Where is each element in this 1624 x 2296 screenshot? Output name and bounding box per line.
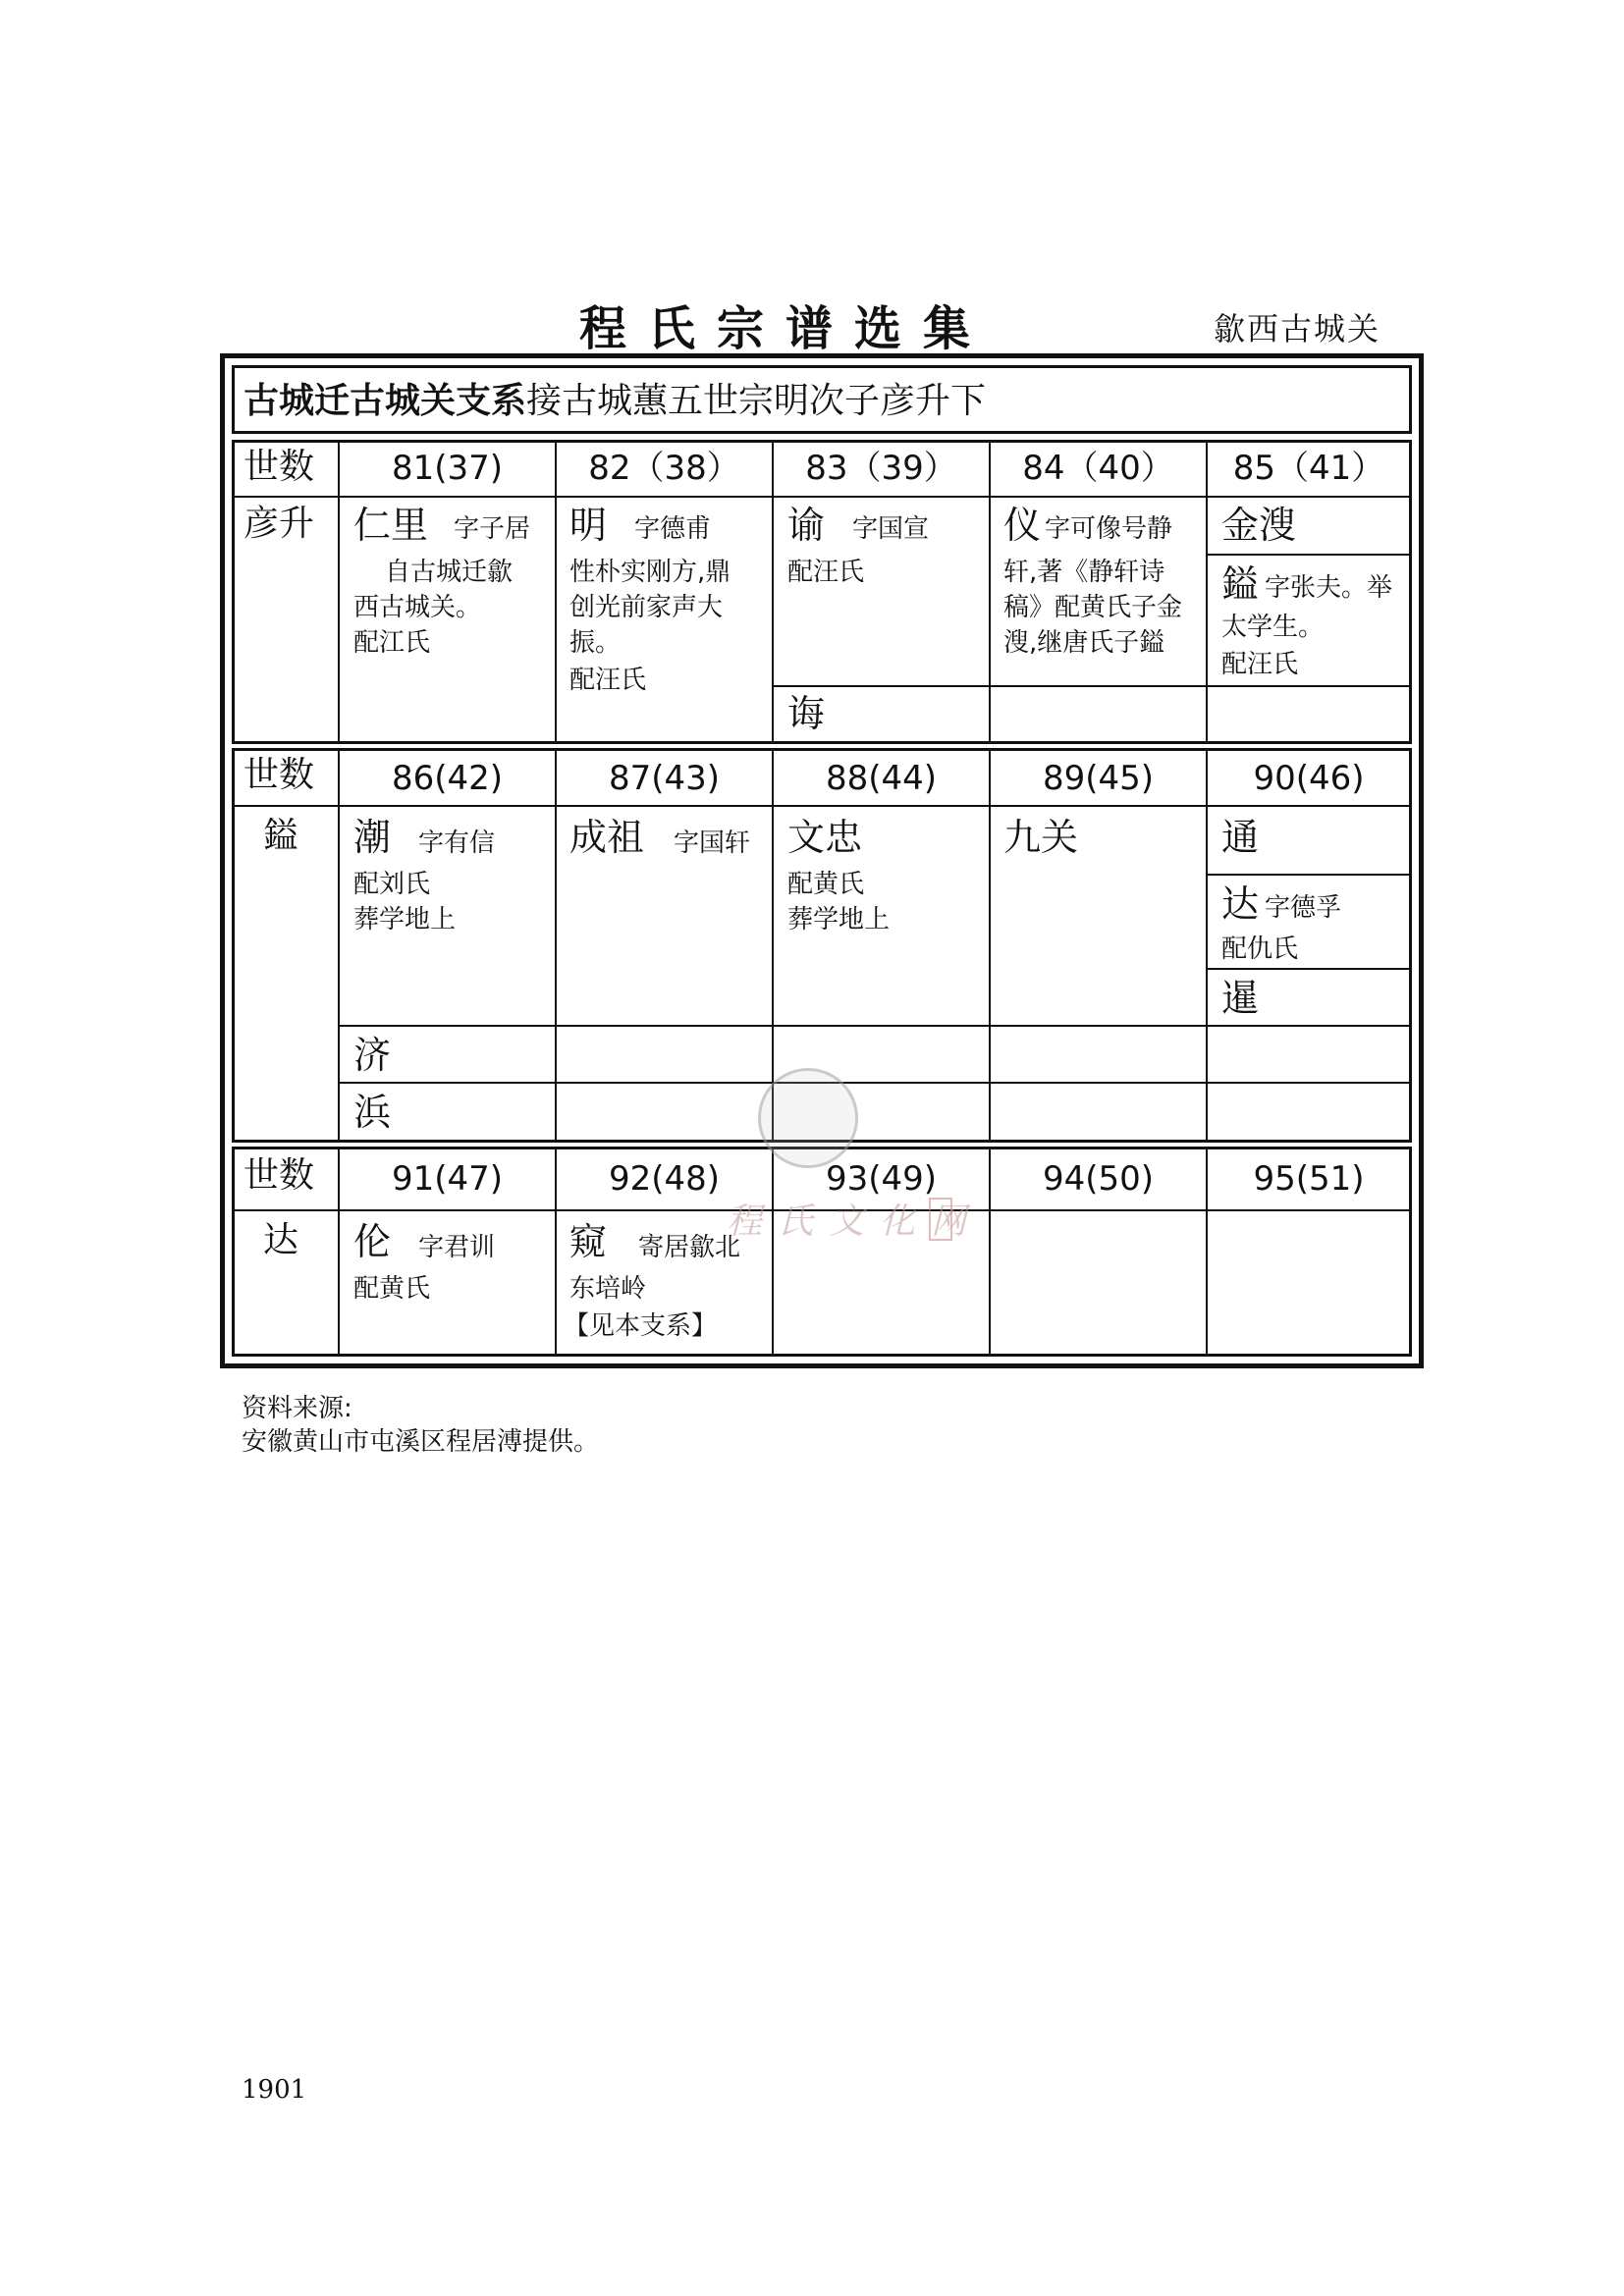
- branch-title: 古城迁古城关支系: [244, 380, 527, 421]
- generation-number: 92(48): [608, 1159, 721, 1199]
- section-1-header-line: [234, 496, 1410, 498]
- person-info: 太学生。: [1221, 613, 1325, 642]
- generation-number: 93(49): [825, 1159, 938, 1199]
- branch-description: 接古城蕙五世宗明次子彦升下: [526, 381, 987, 421]
- generation-number: 95(51): [1253, 1159, 1365, 1199]
- generation-number: 81(37): [391, 449, 504, 488]
- generation-number: 84（40）: [1022, 449, 1174, 488]
- person-info: 西古城关。: [353, 593, 482, 622]
- person-info: 字国宣: [852, 514, 930, 544]
- person-info: 字张夫。举: [1265, 573, 1393, 603]
- person-info: 葬学地上: [787, 905, 891, 934]
- generation-number: 90(46): [1253, 759, 1365, 798]
- page-number: 1901: [242, 2075, 307, 2105]
- person-info: 配汪氏: [787, 558, 865, 587]
- generation-number: 89(45): [1042, 759, 1155, 798]
- person-name: 鎰: [1221, 562, 1260, 606]
- person-info: 配黄氏: [787, 870, 865, 899]
- generation-label: 世数: [244, 755, 315, 795]
- ancestor-name: 达: [263, 1220, 299, 1260]
- ancestor-name: 鎰: [263, 816, 299, 856]
- person-info: 葬学地上: [353, 905, 457, 934]
- source-text: 安徽黄山市屯溪区程居溥提供。: [242, 1427, 600, 1457]
- person-info: 配江氏: [353, 628, 431, 658]
- generation-number: 87(43): [608, 759, 721, 798]
- section-1-col-line: [338, 442, 340, 742]
- person-name: 伦: [353, 1220, 392, 1263]
- person-name: 济: [353, 1034, 392, 1077]
- generation-label: 世数: [244, 1155, 315, 1196]
- person-info: 性朴实刚方,鼎: [569, 558, 731, 587]
- person-info: 创光前家声大: [569, 593, 724, 622]
- person-name: 成祖: [569, 816, 645, 859]
- person-info: 配汪氏: [1221, 650, 1299, 679]
- person-info: 稿》配黄氏子金: [1003, 593, 1183, 622]
- person-info: 振。: [569, 628, 622, 658]
- person-name: 通: [1221, 816, 1260, 859]
- person-info: 字可像号静: [1045, 514, 1173, 544]
- section-2-sub-line: [1206, 968, 1410, 970]
- section-1-sub-line: [989, 685, 1206, 687]
- person-name: 暹: [1221, 977, 1260, 1020]
- ancestor-name: 彦升: [244, 504, 315, 544]
- person-name: 浜: [353, 1091, 392, 1134]
- person-name: 达: [1221, 882, 1260, 926]
- person-name: 明: [569, 504, 608, 547]
- person-info: 溲,继唐氏子鎰: [1003, 628, 1165, 658]
- generation-number: 85（41）: [1232, 449, 1385, 488]
- person-info: 字国轩: [674, 828, 751, 858]
- person-name: 金溲: [1221, 504, 1297, 547]
- person-info: 【见本支系】: [564, 1311, 718, 1341]
- section-1-col-line: [555, 442, 557, 742]
- person-info: 字有信: [418, 828, 496, 858]
- person-name: 文忠: [787, 816, 863, 859]
- source-label: 资料来源:: [242, 1394, 352, 1423]
- section-1-col-line: [1206, 442, 1208, 742]
- section-2-row-line: [338, 1082, 1410, 1084]
- generation-number: 86(42): [391, 759, 504, 798]
- person-info: 自古城迁歙: [385, 558, 514, 587]
- section-1-sub-line: [772, 685, 989, 687]
- person-info: 字德孚: [1265, 893, 1342, 923]
- branch-heading: [244, 380, 987, 421]
- section-1-col-line: [772, 442, 774, 742]
- section-1-sub-line: [1206, 554, 1410, 556]
- watermark-stamp-icon: [929, 1198, 952, 1241]
- section-2-row-line: [338, 1025, 1410, 1027]
- generation-number: 83（39）: [805, 449, 957, 488]
- person-name: 仪: [1003, 504, 1042, 547]
- person-info: 寄居歙北: [638, 1233, 741, 1262]
- section-1-sub-line: [1206, 685, 1410, 687]
- person-name: 潮: [353, 816, 392, 859]
- person-name: 九关: [1003, 816, 1079, 859]
- person-name: 窥: [569, 1220, 608, 1263]
- generation-label: 世数: [244, 447, 315, 487]
- generation-number: 91(47): [391, 1159, 504, 1199]
- section-1-col-line: [989, 442, 991, 742]
- section-2-sub-line: [1206, 874, 1410, 876]
- person-info: 字君训: [418, 1233, 496, 1262]
- page-title: 程氏宗谱选集: [579, 301, 993, 356]
- person-info: 配汪氏: [569, 666, 647, 695]
- person-info: 东培岭: [569, 1274, 647, 1304]
- generation-number: 94(50): [1042, 1159, 1155, 1199]
- person-info: 配刘氏: [353, 870, 431, 899]
- person-name: 谕: [787, 504, 826, 547]
- section-2-header-line: [234, 805, 1410, 807]
- generation-number: 88(44): [825, 759, 938, 798]
- watermark-seal-icon: [758, 1068, 858, 1168]
- watermark-text: 程氏文化网: [727, 1201, 983, 1242]
- generation-number: 82（38）: [588, 449, 740, 488]
- person-name: 诲: [787, 692, 826, 735]
- person-info: 配仇氏: [1221, 934, 1299, 964]
- person-info: 字德甫: [634, 514, 712, 544]
- person-info: 字子居: [454, 514, 531, 544]
- region-label: 歙西古城关: [1214, 310, 1381, 347]
- person-info: 轩,著《静轩诗: [1003, 558, 1165, 587]
- person-info: 配黄氏: [353, 1274, 431, 1304]
- person-name: 仁里: [353, 504, 429, 547]
